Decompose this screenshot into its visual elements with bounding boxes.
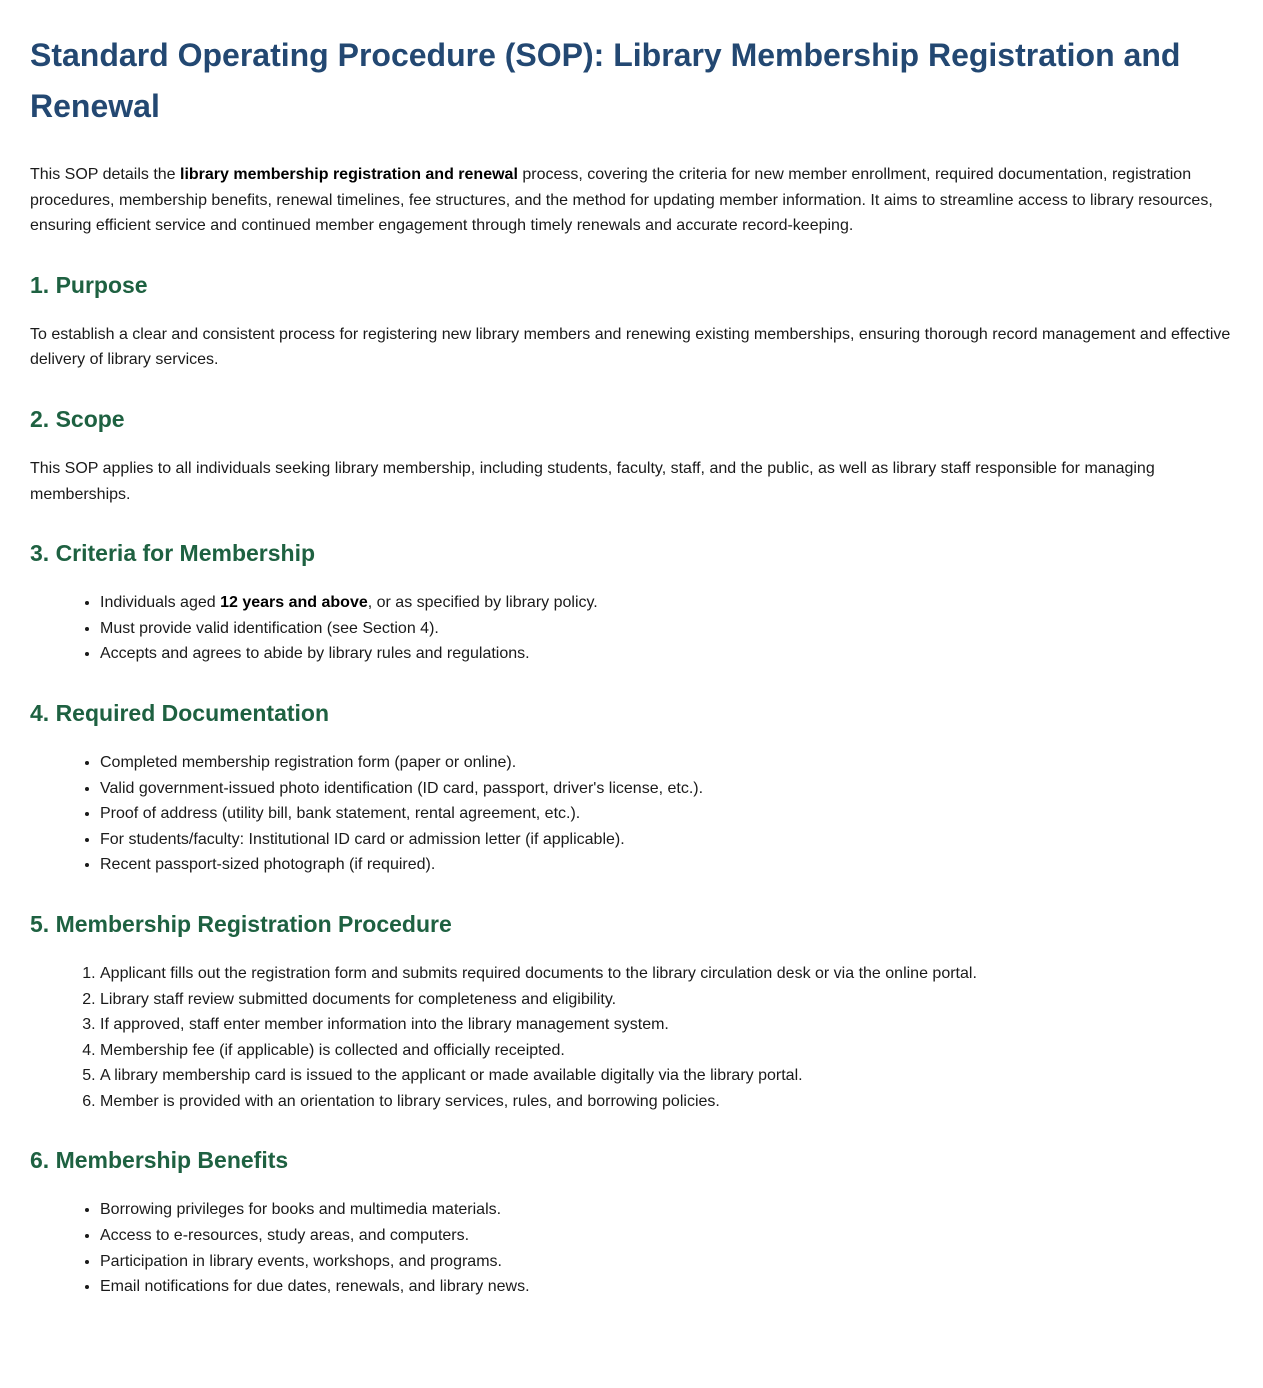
section-heading-purpose: 1. Purpose [30,271,148,298]
list-item [100,590,1233,616]
purpose-paragraph: To establish a clear and consistent process for registering new library members and renewing existing memberships, ensuring thorough record management and effective delivery of library services. [30,325,1231,369]
section-heading-documentation: 4. Required Documentation [30,699,330,726]
list-item: • Completed membership registration form (paper or online). [100,750,1233,776]
list-item: • Valid government-issued photo identification (ID card, passport, driver's license, etc.). [100,776,1233,802]
age-requirement: 12 years and above [220,594,368,612]
page-title: Standard Operating Procedure (SOP): Library Membership Registration and Renewal [30,37,1181,124]
intro-highlight: library membership registration and renewal [180,166,518,183]
list-item: • Must provide valid identification (see Section 4). [100,616,1233,642]
section-heading-procedure: 5. Membership Registration Procedure [30,910,452,937]
list-item: 1. Applicant fills out the registration form and submits required documents to the library circulation desk or via the online portal. [100,961,1233,987]
section-heading-benefits: 6. Membership Benefits [30,1147,289,1174]
intro-text-end: process, covering the criteria for new member enrollment, required documentation, registration procedures, membership benefits, renewal timelines, fee structures, and the method for updating member information. It aims to streamline access to library resources, ensuring efficient service and continued member engagement through timely renewals and accurate record-keeping. [30,166,1213,235]
list-item: 5. A library membership card is issued to the applicant or made available digitally via the library portal. [100,1063,1233,1089]
list-item: 6. Member is provided with an orientation to library services, rules, and borrowing policies. [100,1089,1233,1115]
list-item: • Accepts and agrees to abide by library rules and regulations. [100,641,1233,667]
list-item: 3. If approved, staff enter member information into the library management system. [100,1012,1233,1038]
criteria-item-text-start: Individuals aged [100,594,221,612]
list-item: 4. Membership fee (if applicable) is collected and officially receipted. [100,1038,1233,1064]
list-item: • Recent passport-sized photograph (if required). [100,852,1233,878]
criteria-list [30,590,1233,667]
list-item: • Proof of address (utility bill, bank statement, rental agreement, etc.). [100,801,1233,827]
documentation-list [30,750,1233,878]
section-heading-criteria: 3. Criteria for Membership [30,540,316,567]
intro-text-start: This SOP details the [30,166,180,183]
criteria-item-text-end: , or as specified by library policy. [367,594,598,612]
list-item: • Access to e-resources, study areas, and computers. [100,1223,1233,1249]
section-heading-scope: 2. Scope [30,405,125,432]
list-item: • Borrowing privileges for books and multimedia materials. [100,1197,1233,1223]
list-item: 2. Library staff review submitted documents for completeness and eligibility. [100,987,1233,1013]
scope-paragraph: This SOP applies to all individuals seeking library membership, including students, faculty, staff, and the public, as well as library staff responsible for managing memberships. [30,459,1155,503]
procedure-list [30,961,1233,1115]
benefits-list [30,1197,1233,1299]
intro-paragraph [30,162,1233,239]
list-item: • Participation in library events, workshops, and programs. [100,1249,1233,1275]
list-item: • For students/faculty: Institutional ID card or admission letter (if applicable). [100,827,1233,853]
list-item: • Email notifications for due dates, renewals, and library news. [100,1274,1233,1300]
